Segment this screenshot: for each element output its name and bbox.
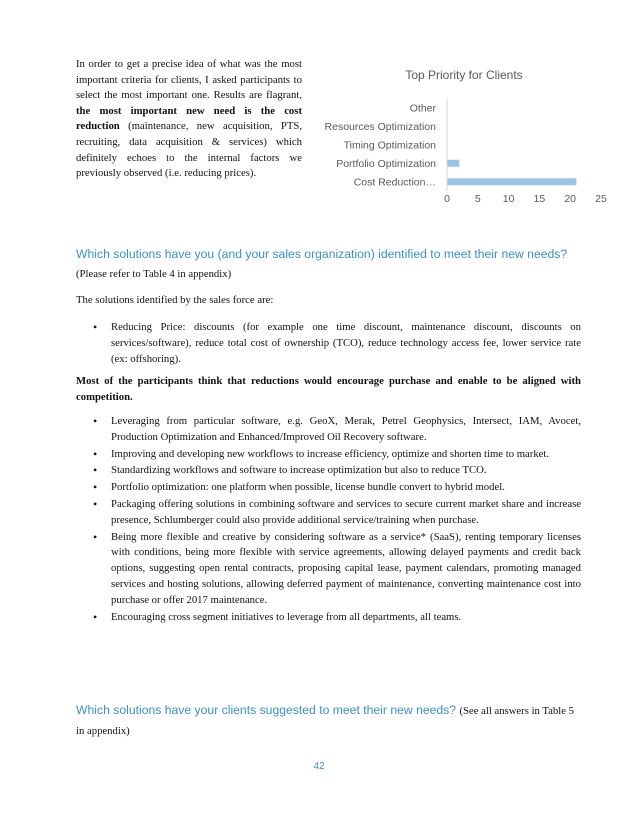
x-tick-label: 25: [595, 193, 607, 205]
section1-heading-ref: (Please refer to Table 4 in appendix): [76, 268, 232, 280]
intro-text-part2: (maintenance, new acquisition, PTS, recruiting, data acquisition & services) which definitely echoes to the internal factors we previously observed (i.e. reducing prices).: [76, 120, 302, 180]
category-label: Resources Optimization: [324, 120, 436, 133]
participants-conclusion: Most of the participants think that reductions would encourage purchase and enable to be aligned with competition.: [76, 375, 581, 403]
bar-3: [447, 160, 459, 167]
category-label: Timing Optimization: [343, 139, 436, 152]
x-tick-label: 10: [502, 193, 515, 205]
list-item: • Packaging offering solutions in combining software and services to secure current market share and increase presence, Schlumberger could also provide additional service/training when purchase.: [76, 497, 581, 529]
price-bullet-list: [76, 320, 581, 368]
intro-text-part1: In order to get a precise idea of what was the most important criteria for clients, I asked participants to select the most important one. Results are flagrant,: [76, 58, 302, 102]
priority-chart: [306, 62, 616, 212]
section2-heading-ref: (See all answers in Table 5 in appendix): [76, 705, 574, 737]
solutions-bullet-list: [76, 414, 581, 626]
x-tick-label: 20: [564, 193, 577, 205]
section2-heading-text: Which solutions have your clients suggested to meet their new needs?: [76, 703, 457, 717]
section1-heading: [76, 245, 581, 284]
list-item: • Encouraging cross segment initiatives to leverage from all departments, all teams.: [76, 610, 581, 626]
section2-heading: [76, 701, 581, 741]
list-item-reducing-price: • Reducing Price: discounts (for example one time discount, maintenance discount, discounts on services/software), reduce total cost of ownership (TCO), reduce technology access fee, lower service rate (ex: offshoring).: [76, 320, 581, 367]
list-item: • Leveraging from particular software, e.g. GeoX, Merak, Petrel Geophysics, Intersect, IAM, Avocet, Production Optimization and Enhanced/Improved Oil Recovery software.: [76, 414, 581, 446]
category-label: Portfolio Optimization: [336, 157, 436, 170]
section1-heading-text: Which solutions have you (and your sales organization) identified to meet their new needs?: [76, 247, 568, 261]
page-number: 42: [313, 761, 325, 772]
x-tick-label: 0: [444, 193, 450, 205]
list-item: • Standardizing workflows and software to increase optimization but also to reduce TCO.: [76, 463, 581, 479]
section1-lead: The solutions identified by the sales force are:: [76, 294, 274, 306]
x-tick-label: 5: [474, 193, 481, 205]
category-label: Other: [409, 102, 436, 115]
category-label: Cost Reduction…: [353, 176, 436, 189]
intro-bold-finding: the most important new need is the cost reduction: [76, 104, 302, 133]
list-item: • Portfolio optimization: one platform when possible, license bundle convert to hybrid model.: [76, 480, 581, 496]
x-tick-label: 15: [533, 193, 546, 205]
priority-chart-svg: [306, 62, 616, 212]
list-item: • Improving and developing new workflows to increase efficiency, optimize and shorten time to market.: [76, 447, 581, 463]
list-item: • Being more flexible and creative by considering software as a service* (SaaS), renting temporary licenses with conditions, being more flexible with service agreements, allowing delayed payments and credit back options, suggesting open rental contracts, proposing capital lease, payment calendars, promoting managed services and hosting solutions, allowing deferred payment of maintenance, converting maintenance cost into purchase or offer 2017 maintenance.: [76, 530, 581, 609]
bar-4: [447, 178, 576, 185]
intro-paragraph: [76, 57, 302, 182]
chart-title: Top Priority for Clients: [405, 68, 523, 82]
